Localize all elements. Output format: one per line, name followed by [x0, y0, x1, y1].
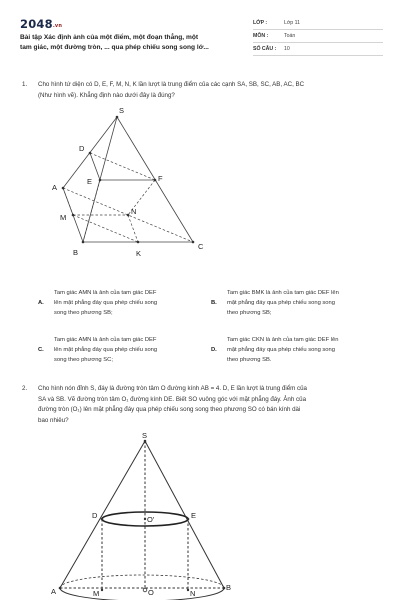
point-e	[99, 179, 102, 182]
label-e: E	[87, 177, 93, 186]
point-d	[89, 152, 92, 155]
point-s	[144, 440, 147, 443]
option-line: Tam giác BMK là ảnh của tam giác DEF lên	[227, 290, 339, 296]
meta-value: 10	[284, 46, 290, 52]
point-c	[192, 241, 195, 244]
meta-key: MÔN :	[253, 33, 269, 39]
option-letter: D.	[211, 347, 217, 353]
question-2	[22, 384, 384, 428]
meta-key: SỐ CÂU :	[253, 46, 277, 52]
option-line: song theo phương SC;	[54, 357, 113, 363]
label-n: N	[190, 589, 196, 598]
point-n	[187, 589, 189, 591]
point-d	[101, 518, 104, 521]
point-m	[72, 214, 75, 217]
option-a[interactable]	[38, 288, 218, 320]
cone-figure	[38, 430, 250, 600]
label-m: M	[93, 589, 100, 598]
tetrahedron-figure	[40, 100, 220, 265]
label-e: E	[191, 511, 197, 520]
option-line: Tam giác AMN là ảnh của tam giác DEF	[54, 290, 157, 296]
label-s: S	[119, 106, 125, 115]
meta-key: LỚP :	[253, 20, 268, 26]
point-a	[62, 187, 65, 190]
point-m	[101, 589, 103, 591]
label-d: D	[92, 511, 98, 520]
question-number: 2.	[22, 385, 28, 392]
worksheet-meta	[253, 17, 383, 56]
edge-de	[90, 153, 100, 180]
label-a: A	[52, 183, 58, 192]
point-o	[143, 588, 147, 592]
worksheet-title	[20, 33, 250, 52]
label-b: B	[226, 583, 232, 592]
label-k: K	[136, 249, 142, 258]
option-line: theo phương SB.	[227, 357, 272, 363]
label-o: O	[148, 588, 154, 597]
point-k	[137, 241, 140, 244]
option-line: Tam giác CKN là ảnh của tam giác DEF lên	[227, 337, 339, 343]
meta-row-count	[253, 43, 383, 56]
worksheet-title-line: tam giác, một đường tròn, ... qua phép chiếu song song lớ...	[20, 43, 209, 51]
label-o1: O'	[147, 515, 155, 524]
logo-suffix: .vn	[52, 23, 63, 29]
question-text	[38, 384, 307, 426]
option-line: song theo phương SB;	[54, 310, 113, 316]
question-line: đường tròn (O₁) lên mặt phẳng đáy qua phép chiếu song song theo phương SO có bán kính dài	[38, 406, 301, 414]
edge-nk	[128, 215, 138, 242]
option-text	[227, 288, 397, 318]
option-line: lên mặt phẳng đáy qua phép chiếu song	[54, 347, 158, 353]
label-f: F	[158, 174, 163, 183]
label-c: C	[198, 242, 204, 251]
option-line: mặt phẳng đáy qua phép chiếu song song	[227, 347, 335, 353]
option-text	[54, 288, 224, 318]
meta-row-subject	[253, 30, 383, 43]
point-e	[187, 518, 190, 521]
label-b: B	[73, 248, 79, 257]
option-c[interactable]	[38, 335, 218, 367]
label-a: A	[51, 587, 57, 596]
question-line: Cho hình tứ diện có D, E, F, M, N, K lần lượt là trung điểm của các cạnh SA, SB, SC, AB, AC, BC	[38, 81, 305, 88]
base-front	[60, 588, 224, 600]
question-number: 1.	[22, 81, 28, 88]
base-back	[60, 575, 224, 588]
site-logo[interactable]	[20, 17, 62, 31]
page-header	[0, 0, 400, 62]
option-b[interactable]	[211, 288, 389, 320]
worksheet-title-line: Bài tập Xác định ảnh của một điểm, một đoạn thẳng, một	[20, 34, 199, 41]
edge-df	[90, 153, 155, 180]
meta-value: Toán	[284, 33, 296, 39]
edge-mk	[73, 215, 138, 242]
option-text	[54, 335, 224, 365]
point-a	[59, 587, 62, 590]
question-line: bao nhiêu?	[38, 416, 69, 424]
side-right	[145, 441, 224, 588]
meta-value: Lớp 11	[284, 20, 300, 26]
option-line: theo phương SB;	[227, 310, 272, 316]
point-s	[116, 116, 119, 119]
point-o1	[144, 518, 146, 520]
option-letter: C.	[38, 347, 44, 353]
label-s: S	[142, 431, 148, 440]
logo-text: 2048	[20, 17, 53, 31]
option-letter: B.	[211, 300, 217, 306]
label-d: D	[79, 144, 85, 153]
option-letter: A.	[38, 300, 44, 306]
option-line: lên mặt phẳng đáy qua phép chiếu song	[54, 300, 158, 306]
point-f	[154, 179, 157, 182]
option-line: mặt phẳng đáy qua phép chiếu song song	[227, 300, 335, 306]
label-m: M	[60, 213, 67, 222]
point-b	[223, 587, 226, 590]
question-line: (Như hình vẽ). Khẳng định nào dưới đây là đúng?	[38, 91, 175, 99]
question-line: Cho hình nón đỉnh S, đáy là đường tròn tâm O đường kính AB = 4. D, E lần lượt là trung điểm của	[38, 385, 307, 392]
question-line: SA và SB. Vẽ đường tròn tâm O₁ đường kính DE. Biết SO vuông góc với mặt phẳng đáy. Ảnh của	[38, 395, 307, 403]
question-text	[38, 80, 304, 101]
edge-em	[83, 180, 100, 242]
option-line: Tam giác AMN là ảnh của tam giác DEF	[54, 337, 157, 343]
option-d[interactable]	[211, 335, 389, 367]
point-b	[82, 241, 85, 244]
meta-row-class	[253, 17, 383, 30]
point-n	[127, 214, 130, 217]
option-text	[227, 335, 397, 365]
label-n: N	[131, 207, 137, 216]
